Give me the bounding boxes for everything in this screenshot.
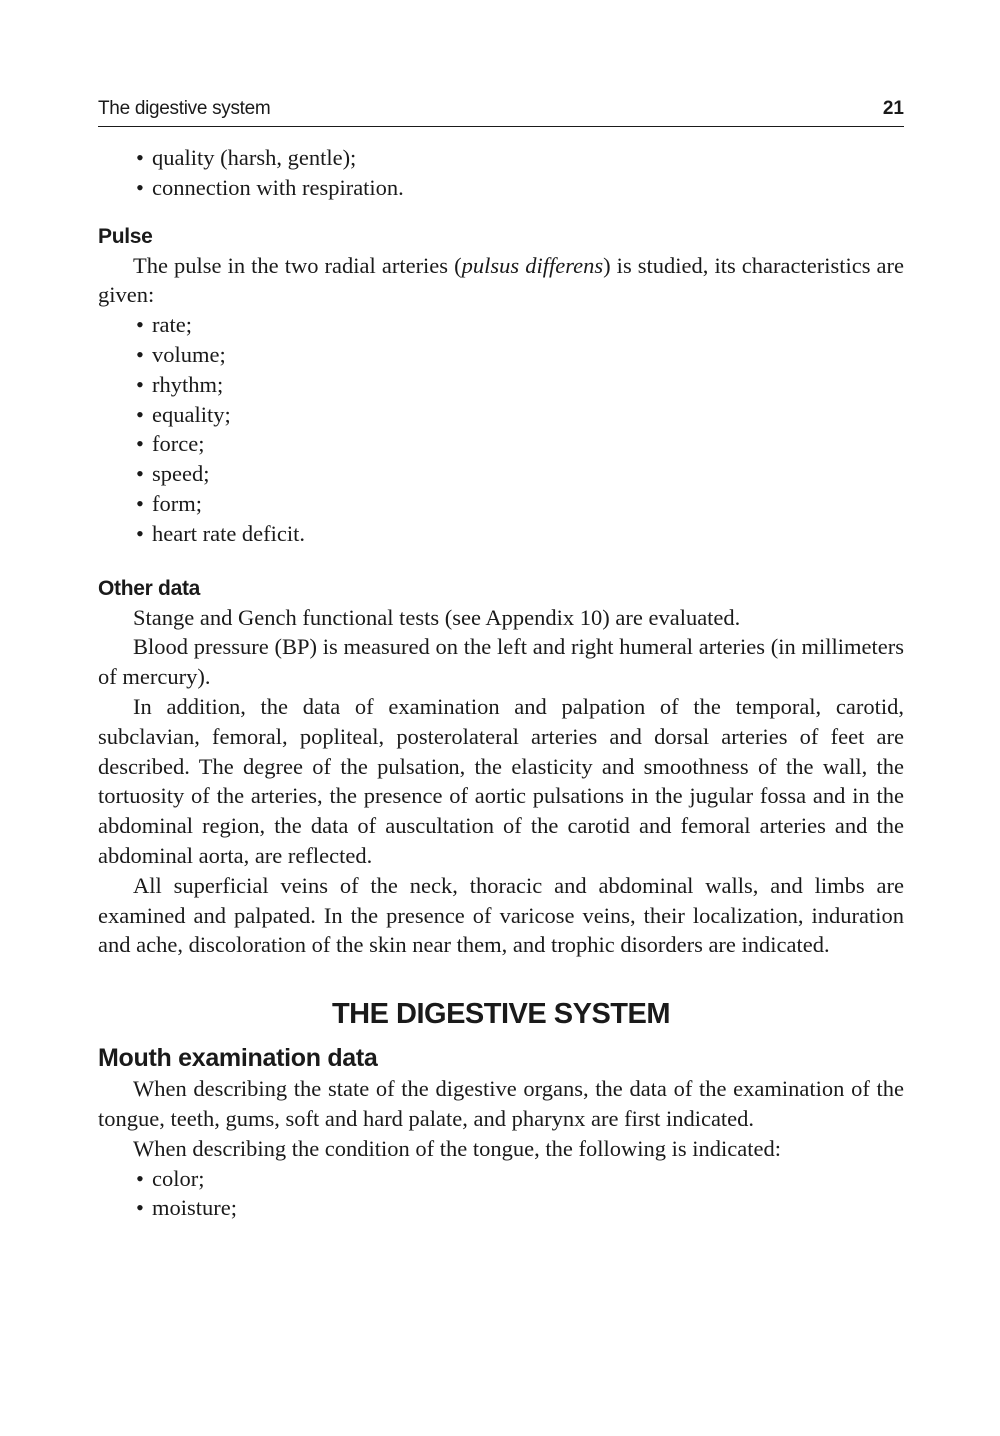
- list-item: • connection with respiration.: [136, 173, 904, 203]
- section-title: The digestive system: [98, 98, 271, 119]
- pulse-heading: Pulse: [98, 224, 153, 248]
- other-data-heading: Other data: [98, 576, 201, 600]
- list-item: • form;: [136, 489, 904, 519]
- list-item: • moisture;: [136, 1193, 904, 1223]
- other-data-paragraph: In addition, the data of examination and palpation of the temporal, carotid, subclavian, femoral, popliteal, posterolateral arteries and dorsal arteries of feet are described. The degree of the pulsation, the elasticity and smoothness of the wall, the tortuosity of the arteries, the presence of aortic pulsations in the jugular fossa and in the abdominal region, the data of auscultation of the carotid and femoral arteries and the abdominal aorta, are reflected.: [98, 693, 904, 868]
- running-header: [98, 96, 904, 127]
- other-data-paragraph: Blood pressure (BP) is measured on the left and right humeral arteries (in millimeters of mercury).: [98, 634, 904, 690]
- list-item: • quality (harsh, gentle);: [136, 143, 904, 173]
- intro-bullet-list: [98, 143, 904, 203]
- other-data-paragraph: Stange and Gench functional tests (see Appendix 10) are evaluated.: [133, 604, 741, 630]
- other-data-paragraph: All superficial veins of the neck, thoracic and abdominal walls, and limbs are examined and palpated. In the presence of varicose veins, their localization, induration and ache, discoloration of the skin near them, and trophic disorders are indicated.: [98, 872, 904, 958]
- list-item: • force;: [136, 429, 904, 459]
- book-page: [98, 96, 904, 1223]
- list-item: • color;: [136, 1164, 904, 1194]
- list-item: • volume;: [136, 340, 904, 370]
- list-item: • heart rate deficit.: [136, 519, 904, 549]
- page-body: [98, 143, 904, 1223]
- digestive-paragraph: When describing the state of the digestive organs, the data of the examination of the tongue, teeth, gums, soft and hard palate, and pharynx are first indicated.: [98, 1076, 904, 1131]
- tongue-bullet-list: [98, 1164, 904, 1224]
- digestive-paragraph: When describing the condition of the tongue, the following is indicated:: [133, 1135, 781, 1161]
- page-number: 21: [882, 98, 904, 119]
- list-item: • rhythm;: [136, 370, 904, 400]
- pulse-paragraph: [98, 251, 904, 311]
- mouth-exam-heading: Mouth examination data: [98, 1044, 378, 1073]
- pulse-text-after: ) is studied, its characteristics are given:: [98, 252, 904, 308]
- pulse-bullet-list: [98, 310, 904, 548]
- list-item: • equality;: [136, 400, 904, 430]
- list-item: • rate;: [136, 310, 904, 340]
- list-item: • speed;: [136, 459, 904, 489]
- pulse-text-before: The pulse in the two radial arteries (: [133, 252, 462, 278]
- pulse-latin-term: pulsus differens: [461, 252, 604, 278]
- chapter-title: THE DIGESTIVE SYSTEM: [331, 998, 671, 1031]
